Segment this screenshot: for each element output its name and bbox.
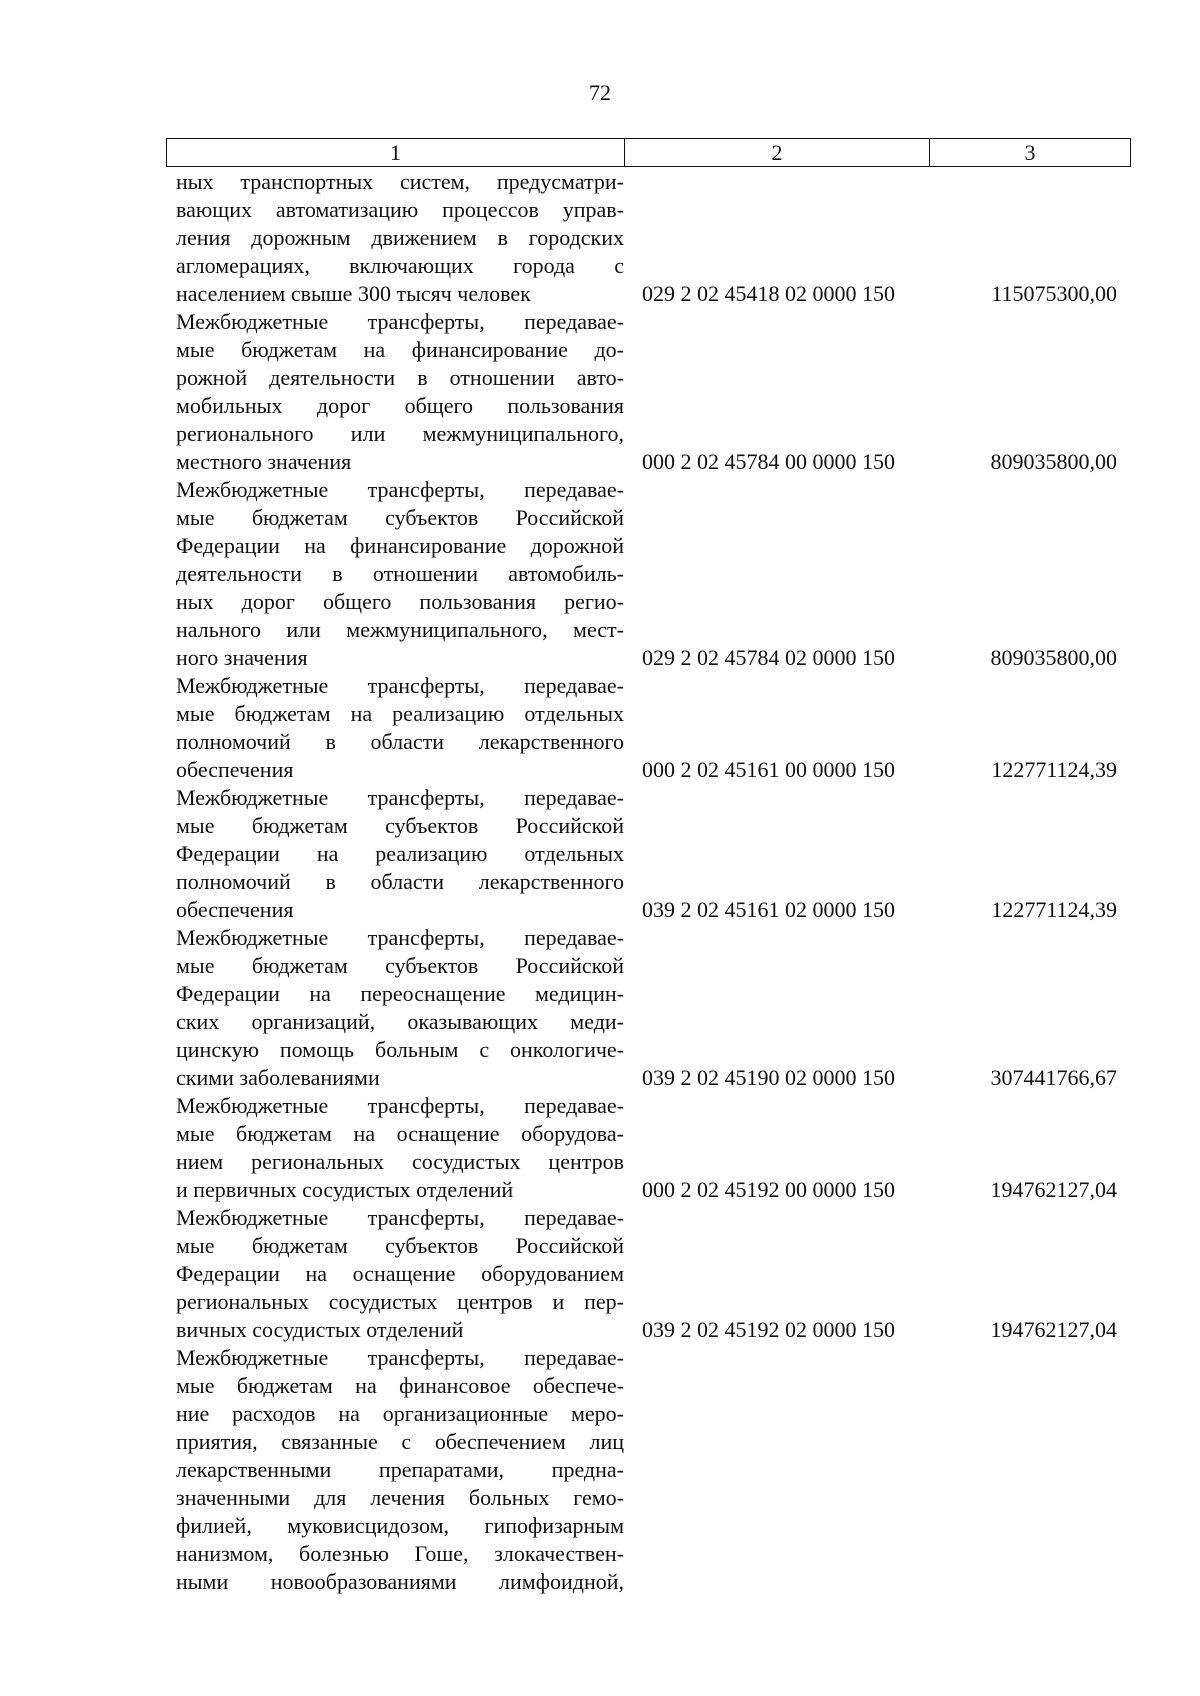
row-description (176, 308, 624, 476)
budget-code: 000 2 02 45192 00 0000 150 (642, 1177, 895, 1202)
budget-code: 039 2 02 45161 02 0000 150 (642, 897, 895, 922)
description-line: Федерации на финансирование дорожной (176, 533, 624, 558)
description-line: Межбюджетные трансферты, передавае- (176, 925, 624, 950)
budget-code: 000 2 02 45161 00 0000 150 (642, 757, 895, 782)
description-line: ления дорожным движением в городских (176, 225, 624, 250)
description-line: региональных сосудистых центров и пер- (176, 1289, 624, 1314)
description-line: Федерации на реализацию отдельных (176, 841, 624, 866)
description-line: мые бюджетам на оснащение оборудова- (176, 1121, 624, 1146)
amount-value: 115075300,00 (991, 281, 1117, 306)
description-line: значенными для лечения больных гемо- (176, 1485, 624, 1510)
description-line: мые бюджетам на финансовое обеспече- (176, 1373, 624, 1398)
budget-code: 039 2 02 45190 02 0000 150 (642, 1065, 895, 1090)
column-header-3: 3 (1024, 139, 1036, 165)
description-line: населением свыше 300 тысяч человек (176, 281, 531, 306)
description-line: вичных сосудистых отделений (176, 1317, 464, 1342)
table-row (176, 1344, 1131, 1596)
budget-code: 029 2 02 45784 02 0000 150 (642, 645, 895, 670)
table-row (176, 924, 1131, 1092)
table-row (176, 1204, 1131, 1344)
table-row (176, 308, 1131, 476)
description-line: приятия, связанные с обеспечением лиц (176, 1429, 624, 1454)
description-line: мые бюджетам субъектов Российской (176, 813, 624, 838)
description-line: лекарственными препаратами, предна- (176, 1457, 624, 1482)
description-line: Межбюджетные трансферты, передавае- (176, 785, 624, 810)
amount-value: 122771124,39 (991, 757, 1117, 782)
description-line: регионального или межмуниципального, (176, 421, 624, 446)
description-line: нального или межмуниципального, мест- (176, 617, 624, 642)
description-line: нанизмом, болезнью Гоше, злокачествен- (176, 1541, 624, 1566)
table-row (176, 672, 1131, 784)
row-description (176, 672, 624, 784)
description-line: Межбюджетные трансферты, передавае- (176, 1205, 624, 1230)
description-line: мые бюджетам субъектов Российской (176, 1233, 624, 1258)
description-line: ских организаций, оказывающих меди- (176, 1009, 624, 1034)
row-description (176, 1204, 624, 1344)
amount-value: 307441766,67 (990, 1065, 1117, 1090)
description-line: ние расходов на организационные меро- (176, 1401, 624, 1426)
amount-value: 809035800,00 (990, 449, 1117, 474)
description-line: цинскую помощь больным с онкологиче- (176, 1037, 624, 1062)
amount-value: 809035800,00 (990, 645, 1117, 670)
table-row (176, 1092, 1131, 1204)
budget-code: 039 2 02 45192 02 0000 150 (642, 1317, 895, 1342)
description-line: нием региональных сосудистых центров (176, 1149, 624, 1174)
amount-value: 194762127,04 (990, 1177, 1117, 1202)
description-line: мобильных дорог общего пользования (176, 393, 624, 418)
description-line: деятельности в отношении автомобиль- (176, 561, 624, 586)
description-line: ного значения (176, 645, 308, 670)
table-row (176, 784, 1131, 924)
row-description (176, 476, 624, 672)
description-line: рожной деятельности в отношении авто- (176, 365, 624, 390)
row-description (176, 784, 624, 924)
description-line: обеспечения (176, 897, 294, 922)
budget-code: 000 2 02 45784 00 0000 150 (642, 449, 895, 474)
table-row (176, 168, 1131, 308)
description-line: Федерации на переоснащение медицин- (176, 981, 624, 1006)
description-line: Межбюджетные трансферты, передавае- (176, 673, 624, 698)
description-line: скими заболеваниями (176, 1065, 380, 1090)
description-line: вающих автоматизацию процессов управ- (176, 197, 624, 222)
description-line: Межбюджетные трансферты, передавае- (176, 1345, 624, 1370)
amount-value: 122771124,39 (991, 897, 1117, 922)
row-description (176, 1092, 624, 1204)
description-line: полномочий в области лекарственного (176, 729, 624, 754)
description-line: ных транспортных систем, предусматри- (176, 169, 624, 194)
description-line: Межбюджетные трансферты, передавае- (176, 477, 624, 502)
description-line: Межбюджетные трансферты, передавае- (176, 1093, 624, 1118)
description-line: ными новообразованиями лимфоидной, (176, 1569, 624, 1594)
amount-value: 194762127,04 (990, 1317, 1117, 1342)
description-line: и первичных сосудистых отделений (176, 1177, 514, 1202)
description-line: мые бюджетам субъектов Российской (176, 505, 624, 530)
row-description (176, 1344, 624, 1596)
description-line: мые бюджетам на реализацию отдельных (176, 701, 624, 726)
description-line: полномочий в области лекарственного (176, 869, 624, 894)
description-line: Федерации на оснащение оборудованием (176, 1261, 624, 1286)
page-number: 72 (589, 80, 611, 105)
description-line: ных дорог общего пользования регио- (176, 589, 624, 614)
table-header-row (166, 138, 1131, 167)
description-line: Межбюджетные трансферты, передавае- (176, 309, 624, 334)
column-header-2: 2 (625, 139, 930, 166)
table-row (176, 476, 1131, 672)
row-description (176, 924, 624, 1092)
description-line: мые бюджетам на финансирование до- (176, 337, 624, 362)
column-header-1: 1 (167, 139, 625, 166)
description-line: агломерациях, включающих города с (176, 253, 624, 278)
row-description (176, 168, 624, 308)
table-body (176, 168, 1131, 1596)
description-line: обеспечения (176, 757, 294, 782)
description-line: мые бюджетам субъектов Российской (176, 953, 624, 978)
description-line: местного значения (176, 449, 352, 474)
description-line: филией, муковисцидозом, гипофизарным (176, 1513, 624, 1538)
budget-code: 029 2 02 45418 02 0000 150 (642, 281, 895, 306)
